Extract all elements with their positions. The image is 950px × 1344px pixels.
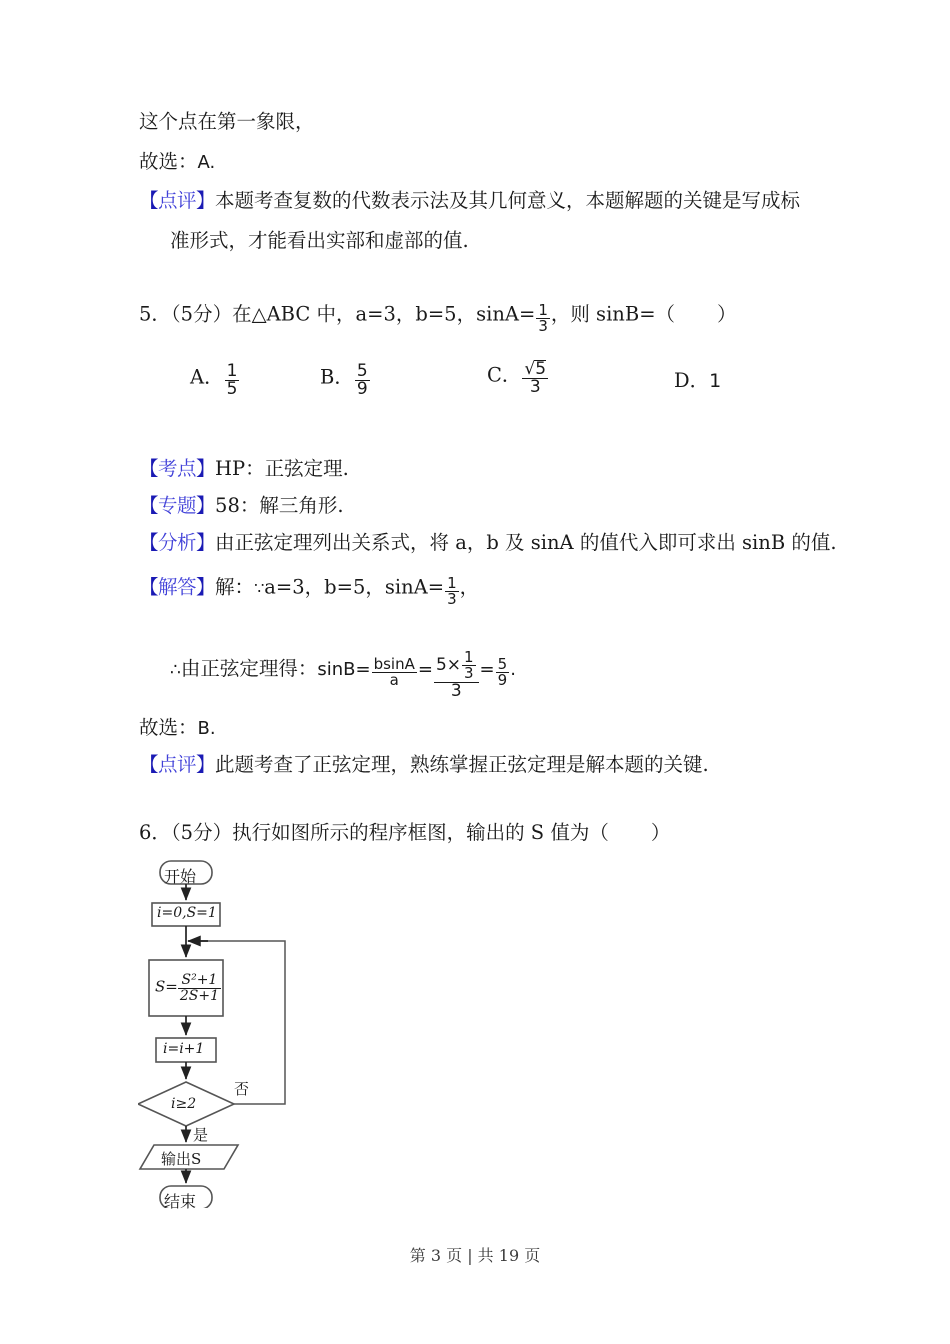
q6-stem-line xyxy=(139,823,670,843)
multiplicand: 5× xyxy=(435,654,461,675)
derivation-period: . xyxy=(510,659,516,681)
fraction-denominator: 3 xyxy=(522,378,548,396)
flow-init-label: i=0,S=1 xyxy=(157,905,217,921)
tag-bracket-open: 【 xyxy=(139,457,159,480)
flow-process-fraction xyxy=(178,973,221,1003)
q5-option-c[interactable] xyxy=(487,360,549,397)
fenxi-tag xyxy=(139,531,215,554)
zhuanti-tag xyxy=(139,494,215,517)
q5-stem-line xyxy=(139,303,737,335)
flow-increment-label: i=i+1 xyxy=(163,1041,205,1057)
q4-answer-value: A. xyxy=(197,152,216,173)
tag-bracket-open: 【 xyxy=(139,494,159,517)
fraction-denominator: 3 xyxy=(538,317,548,336)
program-flowchart xyxy=(138,856,318,1211)
dianping-body: 此题考查了正弦定理，熟练掌握正弦定理是解本题的关键. xyxy=(215,753,709,776)
q5-stem-part-c: ） xyxy=(717,302,737,326)
q5-answer-line xyxy=(139,718,216,738)
flow-output-label: 输出S xyxy=(161,1150,202,1168)
tag-bracket-close: 】 xyxy=(196,457,216,480)
page-footer-text: 第 3 页 | 共 19 页 xyxy=(409,1246,541,1265)
derivation-fraction-1 xyxy=(372,654,417,689)
q6-score: （5分） xyxy=(170,821,233,844)
flow-process-lhs: S= xyxy=(155,977,178,996)
q5-option-d-value: 1 xyxy=(709,370,722,392)
fraction-numerator: 1 xyxy=(447,574,457,592)
tag-label: 点评 xyxy=(158,189,197,212)
q5-stem-part-a: 在△ABC 中，a=3，b=5，sinA= xyxy=(232,302,536,326)
derivation-lhs: sinB= xyxy=(317,659,371,681)
tag-label: 考点 xyxy=(158,457,197,480)
fraction-denominator: 5 xyxy=(226,379,238,400)
fraction-numerator: 1 xyxy=(464,648,474,666)
tag-label: 专题 xyxy=(158,494,197,517)
flow-end-label: 结束 xyxy=(164,1192,197,1211)
page-footer xyxy=(0,1243,950,1266)
q5-option-d-label: D． xyxy=(674,369,710,392)
fraction-numerator: 5 xyxy=(497,654,508,673)
dianping-tag xyxy=(139,753,215,776)
q4-answer-label: 故选： xyxy=(139,150,198,173)
tag-bracket-open: 【 xyxy=(139,189,159,212)
q5-answer-value: B. xyxy=(197,718,216,739)
tag-bracket-close: 】 xyxy=(196,531,216,554)
tag-bracket-close: 】 xyxy=(196,753,216,776)
tag-bracket-close: 】 xyxy=(196,494,216,517)
derivation-inner-fraction xyxy=(462,650,476,682)
tag-bracket-open: 【 xyxy=(139,531,159,554)
q5-fenxi-line xyxy=(139,533,837,553)
q5-jieda-line xyxy=(139,576,479,608)
derivation-equals-2: = xyxy=(479,659,495,681)
q4-comment-line-1 xyxy=(139,191,800,211)
q5-option-b-fraction xyxy=(355,363,370,399)
fraction-denominator: 9 xyxy=(497,670,508,689)
q6-stem-text: 执行如图所示的程序框图，输出的 S 值为（ xyxy=(232,821,609,844)
therefore-symbol: ∴ xyxy=(170,660,181,681)
jieda-tail: ， xyxy=(459,575,480,599)
comment-tag xyxy=(139,189,215,212)
fraction-numerator xyxy=(434,650,479,682)
flow-start-label: 开始 xyxy=(164,867,197,886)
q6-stem-close: ） xyxy=(650,821,671,844)
q4-comment-line-2 xyxy=(170,231,469,251)
derivation-equals-1: = xyxy=(417,659,433,681)
tag-bracket-close: 】 xyxy=(196,575,216,599)
derivation-fraction-2 xyxy=(434,650,479,700)
q5-option-d[interactable] xyxy=(674,371,721,391)
q4-comment-text-2: 准形式，才能看出实部和虚部的值. xyxy=(170,229,469,252)
jieda-prefix: 解： xyxy=(215,575,255,599)
derivation-lead: 由正弦定理得： xyxy=(180,657,318,681)
q5-dianping-line xyxy=(139,755,709,775)
flow-branch-yes-label: 是 xyxy=(193,1126,209,1144)
q5-score: （5分） xyxy=(170,302,233,326)
tag-label: 分析 xyxy=(158,531,197,554)
q5-derivation-line xyxy=(170,650,516,700)
zhuanti-body: 58：解三角形. xyxy=(215,494,344,517)
fraction-denominator: 3 xyxy=(464,664,474,683)
because-symbol: ∵ xyxy=(254,578,265,598)
q5-kaodian-line xyxy=(139,459,349,479)
q5-option-c-fraction xyxy=(522,360,548,397)
flow-process-label xyxy=(155,973,221,1003)
q6-number: 6． xyxy=(139,821,171,844)
jieda-tag xyxy=(139,576,215,599)
kaodian-body: HP：正弦定理. xyxy=(215,457,349,480)
fraction-numerator xyxy=(522,360,548,378)
q5-option-a-label: A． xyxy=(190,365,224,389)
q5-option-a-fraction xyxy=(225,363,240,399)
q4-conclusion-text: 这个点在第一象限， xyxy=(139,110,315,133)
fraction-denominator: 3 xyxy=(447,590,457,609)
q5-answer-label: 故选： xyxy=(139,716,198,739)
tag-label: 解答 xyxy=(158,575,197,599)
fenxi-body: 由正弦定理列出关系式，将 a，b 及 sinA 的值代入即可求出 sinB 的值. xyxy=(215,531,837,554)
q5-option-a[interactable] xyxy=(190,363,240,399)
q5-zhuanti-line xyxy=(139,496,344,516)
q5-option-b[interactable] xyxy=(320,363,371,399)
flow-decision-label: i≥2 xyxy=(171,1096,197,1112)
tag-bracket-close: 】 xyxy=(196,189,216,212)
jieda-given: a=3，b=5，sinA= xyxy=(264,575,445,599)
tag-bracket-open: 【 xyxy=(139,753,159,776)
q4-conclusion-line xyxy=(139,112,315,132)
fraction-numerator: 5 xyxy=(356,361,368,381)
tag-label: 点评 xyxy=(158,753,197,776)
fraction-numerator: 1 xyxy=(538,301,548,319)
radicand: 5 xyxy=(535,359,547,379)
derivation-fraction-3 xyxy=(496,654,510,689)
tag-bracket-open: 【 xyxy=(139,575,159,599)
fraction-denominator: 3 xyxy=(434,682,479,700)
fraction-numerator: bsinA xyxy=(373,654,415,673)
q4-comment-text-1: 本题考查复数的代数表示法及其几何意义，本题解题的关键是写成标 xyxy=(215,189,801,212)
kaodian-tag xyxy=(139,457,215,480)
fraction-denominator: 2S+1 xyxy=(179,987,219,1004)
fraction-numerator: 1 xyxy=(226,361,238,381)
q5-option-c-label: C． xyxy=(487,363,522,387)
radical-icon: √ xyxy=(524,359,536,379)
q5-option-b-label: B． xyxy=(320,365,354,389)
fraction-denominator: 9 xyxy=(356,379,368,400)
q4-answer-line xyxy=(139,152,215,172)
fraction-denominator: a xyxy=(372,672,417,688)
q5-stem-fraction xyxy=(536,303,550,335)
q5-stem-part-b: ，则 sinB=（ xyxy=(550,302,676,326)
fraction-numerator: S²+1 xyxy=(181,972,218,988)
jieda-fraction xyxy=(445,576,459,608)
flow-branch-no-label: 否 xyxy=(234,1080,250,1098)
q5-number: 5． xyxy=(139,302,171,326)
